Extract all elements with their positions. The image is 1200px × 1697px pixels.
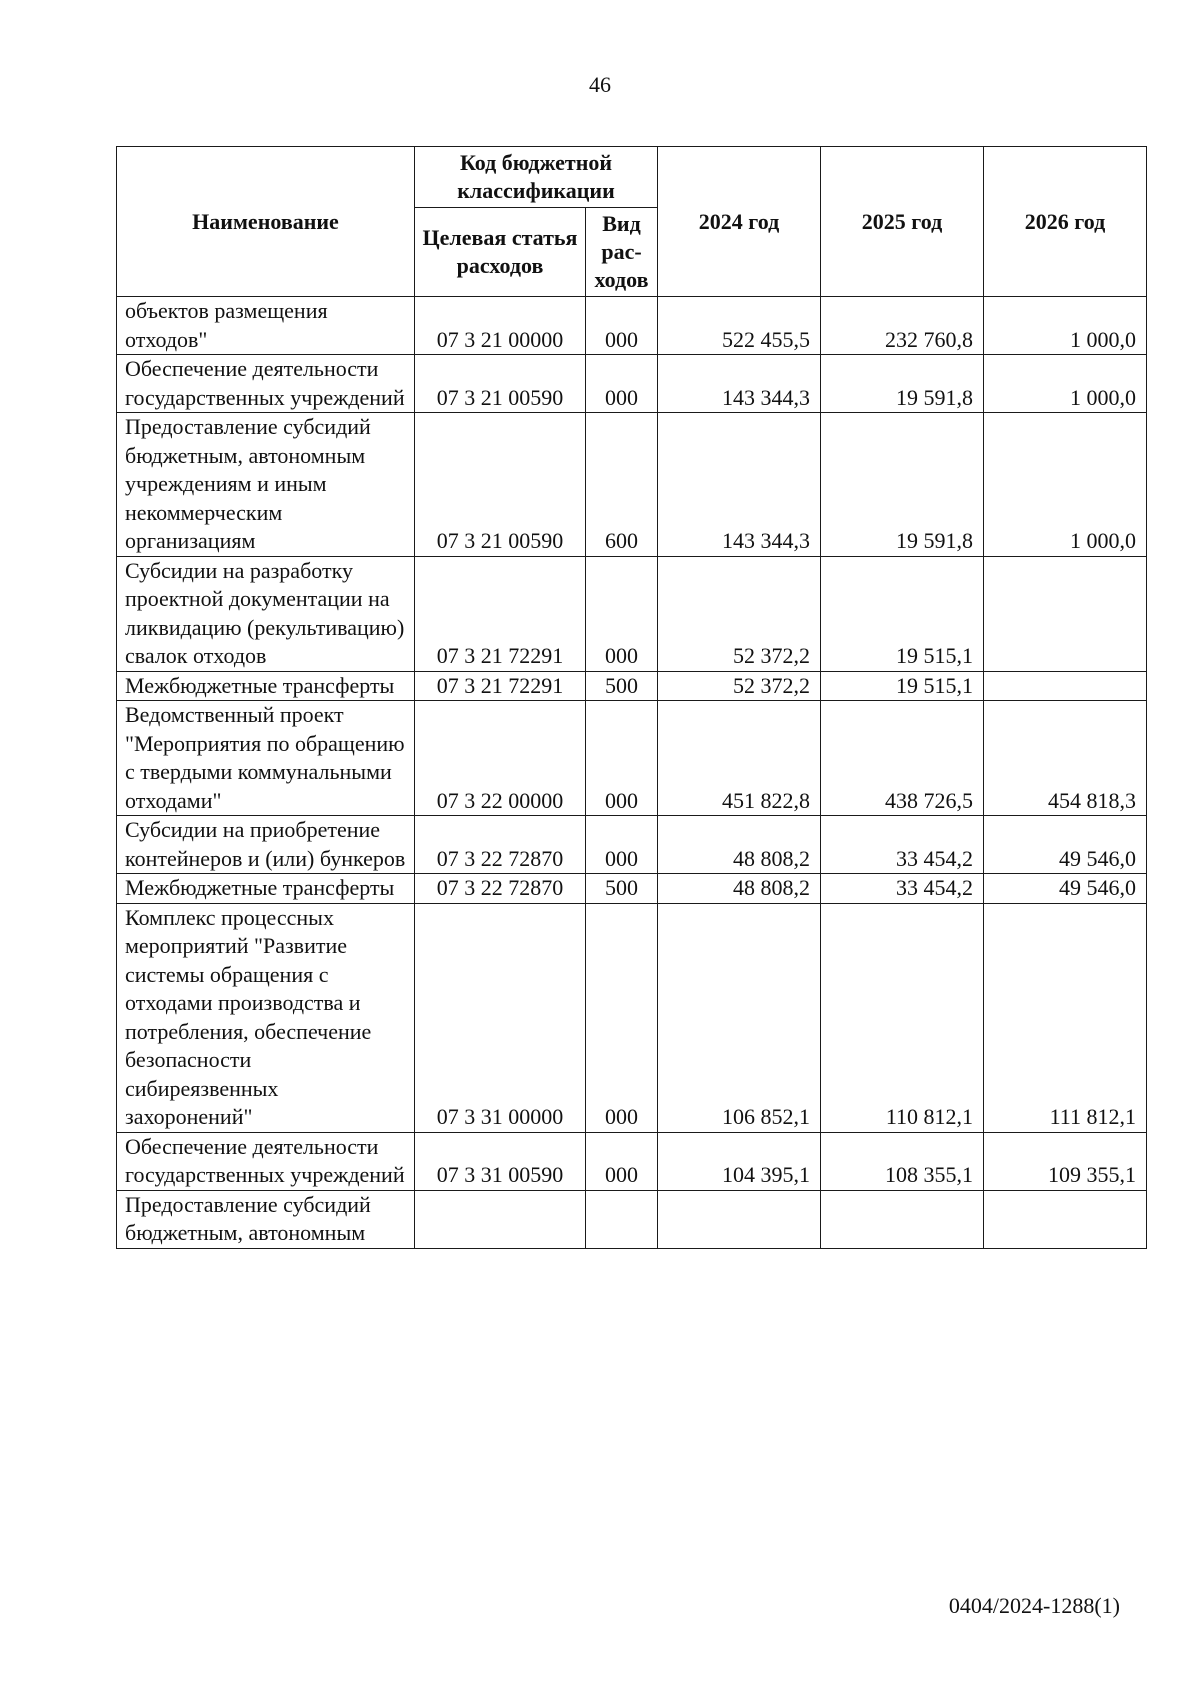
row-value-2024: 52 372,2 <box>658 671 821 701</box>
row-name: объектов размещения отходов" <box>117 297 415 355</box>
budget-table <box>116 146 1147 1249</box>
row-target-code: 07 3 21 00000 <box>415 297 586 355</box>
row-name: Предоставление субсидий бюджетным, автономным <box>117 1190 415 1248</box>
header-2026: 2026 год <box>984 147 1147 297</box>
header-target: Целевая статья расходов <box>415 208 586 297</box>
row-value-2024: 522 455,5 <box>658 297 821 355</box>
row-target-code: 07 3 21 00590 <box>415 355 586 413</box>
row-target-code: 07 3 21 72291 <box>415 671 586 701</box>
row-name: Межбюджетные трансферты <box>117 874 415 904</box>
row-value-2026: 49 546,0 <box>984 816 1147 874</box>
row-target-code: 07 3 22 00000 <box>415 701 586 816</box>
row-value-2024: 48 808,2 <box>658 874 821 904</box>
row-name: Субсидии на разработку проектной документации на ликвидацию (рекультивацию) свалок отходов <box>117 556 415 671</box>
header-2025: 2025 год <box>821 147 984 297</box>
row-target-code: 07 3 31 00590 <box>415 1132 586 1190</box>
row-value-2026 <box>984 556 1147 671</box>
row-target-code: 07 3 31 00000 <box>415 903 586 1132</box>
row-target-code: 07 3 22 72870 <box>415 874 586 904</box>
row-kind-code: 000 <box>586 355 658 413</box>
row-kind-code: 000 <box>586 297 658 355</box>
row-name: Обеспечение деятельности государственных учреждений <box>117 1132 415 1190</box>
row-value-2025: 110 812,1 <box>821 903 984 1132</box>
table-row <box>117 874 1147 904</box>
row-value-2025: 19 515,1 <box>821 671 984 701</box>
row-value-2026: 109 355,1 <box>984 1132 1147 1190</box>
header-2024: 2024 год <box>658 147 821 297</box>
row-value-2025: 19 591,8 <box>821 413 984 557</box>
row-target-code <box>415 1190 586 1248</box>
row-kind-code: 000 <box>586 701 658 816</box>
row-value-2025: 232 760,8 <box>821 297 984 355</box>
row-value-2024: 106 852,1 <box>658 903 821 1132</box>
header-kind: Вид рас-ходов <box>586 208 658 297</box>
table-row <box>117 355 1147 413</box>
row-value-2024: 52 372,2 <box>658 556 821 671</box>
row-target-code: 07 3 21 72291 <box>415 556 586 671</box>
row-kind-code: 000 <box>586 816 658 874</box>
row-kind-code: 000 <box>586 903 658 1132</box>
row-value-2025: 33 454,2 <box>821 816 984 874</box>
row-name: Межбюджетные трансферты <box>117 671 415 701</box>
row-value-2026: 1 000,0 <box>984 413 1147 557</box>
row-value-2024: 143 344,3 <box>658 413 821 557</box>
row-value-2025: 438 726,5 <box>821 701 984 816</box>
row-value-2025 <box>821 1190 984 1248</box>
row-target-code: 07 3 21 00590 <box>415 413 586 557</box>
row-name: Комплекс процессных мероприятий "Развитие системы обращения с отходами производства и потребления, обеспечение безопасности сибиреязвенных захоронений" <box>117 903 415 1132</box>
table-row <box>117 413 1147 557</box>
table-row <box>117 1190 1147 1248</box>
row-value-2026: 111 812,1 <box>984 903 1147 1132</box>
row-value-2024: 143 344,3 <box>658 355 821 413</box>
row-value-2026: 454 818,3 <box>984 701 1147 816</box>
row-kind-code: 500 <box>586 874 658 904</box>
row-value-2025: 33 454,2 <box>821 874 984 904</box>
page-number: 46 <box>589 72 611 97</box>
table-body <box>117 297 1147 1249</box>
table-header <box>117 147 1147 297</box>
row-value-2026 <box>984 1190 1147 1248</box>
header-code-group: Код бюджетной классификации <box>415 147 658 208</box>
table-row <box>117 556 1147 671</box>
row-value-2025: 19 515,1 <box>821 556 984 671</box>
row-kind-code <box>586 1190 658 1248</box>
row-target-code: 07 3 22 72870 <box>415 816 586 874</box>
row-kind-code: 600 <box>586 413 658 557</box>
row-value-2026: 1 000,0 <box>984 297 1147 355</box>
row-value-2024 <box>658 1190 821 1248</box>
row-name: Предоставление субсидий бюджетным, автономным учреждениям и иным некоммерческим организациям <box>117 413 415 557</box>
table-row <box>117 671 1147 701</box>
row-value-2024: 48 808,2 <box>658 816 821 874</box>
table-row <box>117 701 1147 816</box>
row-name: Ведомственный проект "Мероприятия по обращению с твердыми коммунальными отходами" <box>117 701 415 816</box>
row-kind-code: 000 <box>586 1132 658 1190</box>
row-kind-code: 000 <box>586 556 658 671</box>
row-value-2025: 19 591,8 <box>821 355 984 413</box>
row-name: Субсидии на приобретение контейнеров и (или) бункеров <box>117 816 415 874</box>
table-row <box>117 903 1147 1132</box>
row-value-2024: 451 822,8 <box>658 701 821 816</box>
row-value-2026: 1 000,0 <box>984 355 1147 413</box>
row-value-2026: 49 546,0 <box>984 874 1147 904</box>
document-code: 0404/2024-1288(1) <box>948 1593 1120 1618</box>
header-name: Наименование <box>117 147 415 297</box>
table-row <box>117 297 1147 355</box>
table-row <box>117 816 1147 874</box>
row-value-2024: 104 395,1 <box>658 1132 821 1190</box>
row-name: Обеспечение деятельности государственных учреждений <box>117 355 415 413</box>
row-value-2025: 108 355,1 <box>821 1132 984 1190</box>
row-value-2026 <box>984 671 1147 701</box>
row-kind-code: 500 <box>586 671 658 701</box>
table-row <box>117 1132 1147 1190</box>
